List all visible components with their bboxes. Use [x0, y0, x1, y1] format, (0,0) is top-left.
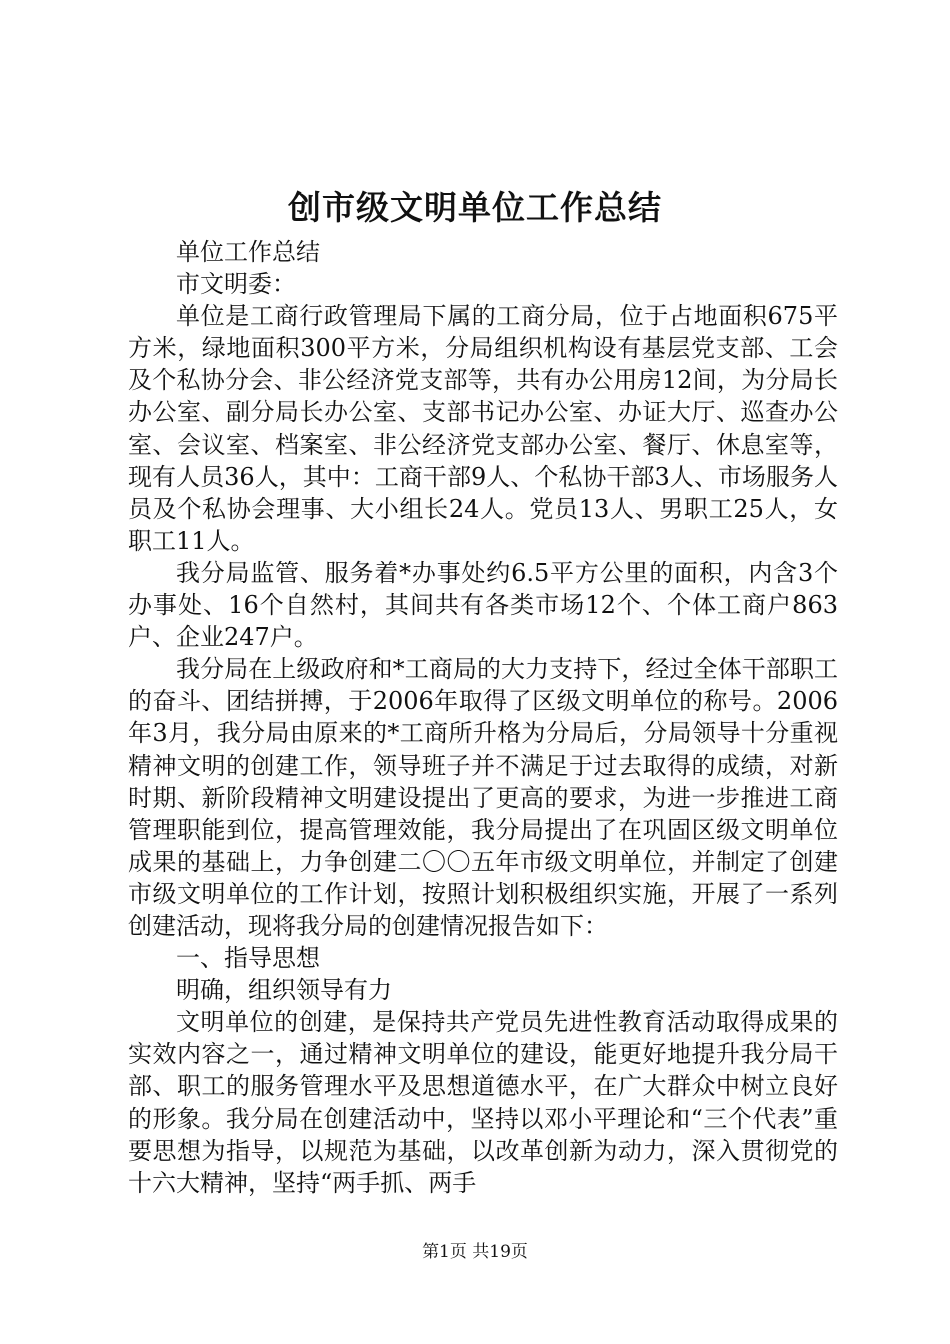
page-indicator: 第1页 共19页: [422, 1242, 528, 1262]
paragraph: 市文明委：: [176, 270, 296, 299]
paragraph: 文明单位的创建，是保持共产党员先进性教育活动取得成果的实效内容之一，通过精神文明单位的建设，能更好地提升我分局干部、职工的服务管理水平及思想道德水平，在广大群众中树立良好的形象。我分局在创建活动中，坚持以邓小平理论和“三个代表”重要思想为指导，以规范为基础，以改革创新为动力，深入贯彻党的十六大精神，坚持“两手抓、两手: [128, 1008, 838, 1197]
document-title: 创市级文明单位工作总结: [288, 188, 662, 227]
paragraph: 单位是工商行政管理局下属的工商分局，位于占地面积675平方米，绿地面积300平方米，分局组织机构设有基层党支部、工会及个私协分会、非公经济党支部等，共有办公用房12间，为分局长办公室、副分局长办公室、支部书记办公室、办证大厅、巡查办公室、会议室、档案室、非公经济党支部办公室、餐厅、休息室等，现有人员36人，其中：工商干部9人、个私协干部3人、市场服务人员及个私协会理事、大小组长24人。党员13人、男职工25人，女职工11人。: [128, 302, 838, 555]
section-subheading: 明确，组织领导有力: [176, 976, 392, 1005]
paragraph: 我分局在上级政府和*工商局的大力支持下，经过全体干部职工的奋斗、团结拼搏，于2006年取得了区级文明单位的称号。2006年3月，我分局由原来的*工商所升格为分局后，分局领导十分重视精神文明的创建工作，领导班子并不满足于过去取得的成绩，对新时期、新阶段精神文明建设提出了更高的要求，为进一步推进工商管理职能到位，提高管理效能，我分局提出了在巩固区级文明单位成果的基础上，力争创建二〇〇五年市级文明单位，并制定了创建市级文明单位的工作计划，按照计划积极组织实施，开展了一系列创建活动，现将我分局的创建情况报告如下：: [128, 655, 838, 940]
paragraph: 我分局监管、服务着*办事处约6.5平方公里的面积，内含3个办事处、16个自然村，其间共有各类市场12个、个体工商户863户、企业247户。: [128, 558, 838, 652]
section-heading: 一、指导思想: [176, 944, 320, 973]
document-body: [128, 236, 838, 1199]
paragraph: 单位工作总结: [176, 238, 320, 266]
